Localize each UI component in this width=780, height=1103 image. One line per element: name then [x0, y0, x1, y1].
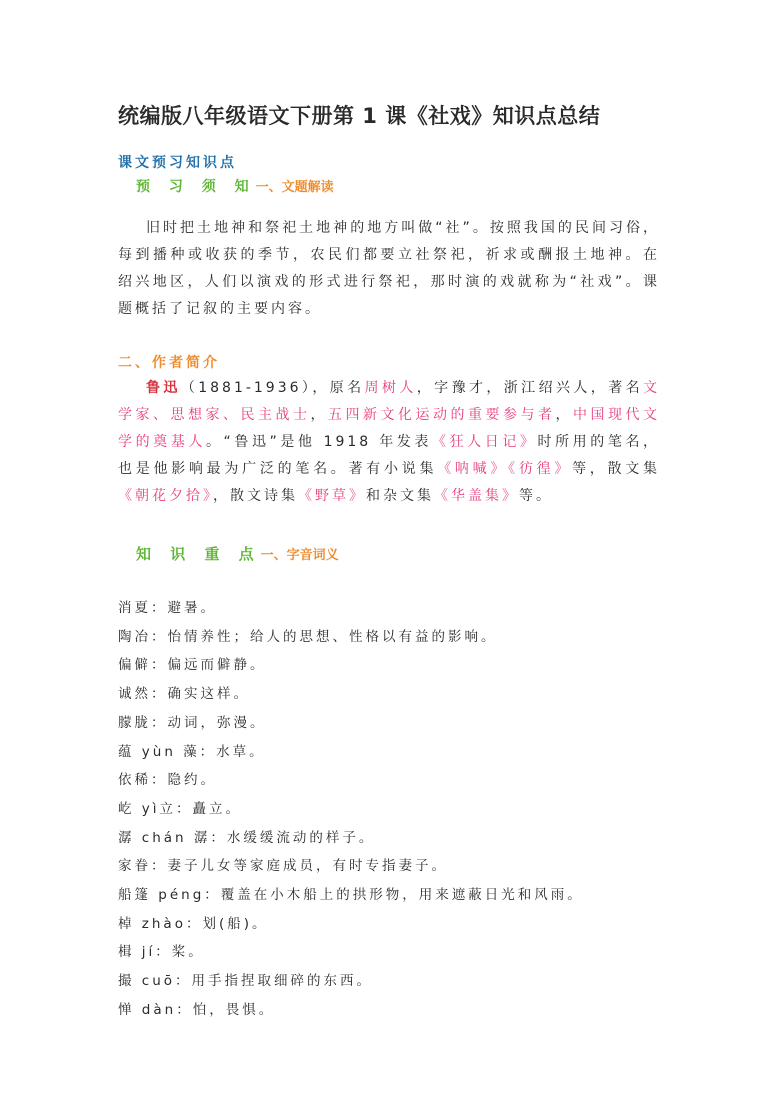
list-item: 撮 cuō：用手指捏取细碎的东西。 [118, 973, 374, 990]
list-item: 陶冶：怡情养性；给人的思想、性格以有益的影响。 [118, 628, 498, 645]
list-item: 诚然：确实这样。 [118, 686, 250, 703]
list-item: 依稀：隐约。 [118, 772, 217, 789]
list-item: 潺 chán 潺：水缓缓流动的样子。 [118, 829, 376, 846]
list-item: 家眷：妻子儿女等家庭成员，有时专指妻子。 [118, 858, 448, 875]
section-heading-preview [136, 176, 334, 196]
work-canopy-collection: 《华盖集》 [434, 488, 519, 504]
work-wild-grass: 《野草》 [298, 488, 366, 504]
document-title: 统编版八年级语文下册第 1 课《社戏》知识点总结 [118, 104, 601, 128]
key-points-label: 知 识 重 点 [136, 545, 261, 563]
work-wandering: 《彷徨》 [508, 461, 573, 477]
list-item: 蕴 yùn 藻：水草。 [118, 743, 266, 760]
section-heading-knowledge [136, 543, 339, 564]
list-item: 惮 dàn：怕，畏惧。 [118, 1001, 276, 1018]
list-item: 楫 jí：桨。 [118, 944, 205, 961]
list-item: 朦胧：动词，弥漫。 [118, 714, 267, 731]
preview-notice-label: 预 习 须 知 [136, 179, 256, 195]
author-paragraph: 鲁迅（1881-1936），原名周树人，字豫才，浙江绍兴人，著名文学家、思想家、民主战士，五四新文化运动的重要参与者，中国现代文学的奠基人。“鲁迅”是他 1918 年发表《狂人日记》时所用的笔名，也是他影响最为广泛的笔名。著有小说集《呐喊》《彷徨》等，散文集《朝花夕拾》，散文诗集《野草》和杂文集《华盖集》等。 [118, 380, 661, 504]
work-dawn-blossoms: 《朝花夕拾》 [118, 488, 213, 504]
author-original-name: 周树人 [364, 380, 417, 396]
list-item: 消夏：避暑。 [118, 600, 217, 616]
author-role-may4th: 五四新文化运动的重要参与者 [328, 407, 556, 423]
preview-heading: 课文预习知识点 [118, 155, 237, 171]
work-call-to-arms: 《呐喊》 [437, 461, 509, 477]
pronunciation-heading: 一、字音词义 [260, 548, 339, 563]
author-intro-heading: 二、作者简介 [118, 355, 220, 371]
list-item: 屹 yì立：矗立。 [118, 800, 243, 817]
title-interpretation-heading: 一、文题解读 [255, 180, 334, 195]
intro-paragraph: 旧时把土地神和祭祀土地神的地方叫做“社”。按照我国的民间习俗，每到播种或收获的季节，农民们都要立社祭祀，祈求或酬报土地神。在绍兴地区，人们以演戏的形式进行祭祀，那时演的戏就称为“社戏”。课题概括了记叙的主要内容。 [118, 220, 660, 317]
list-item: 棹 zhào：划(船)。 [118, 915, 269, 932]
work-diary-of-madman: 《狂人日记》 [432, 434, 538, 450]
vocab-list [118, 594, 584, 1025]
list-item: 偏僻：偏远而僻静。 [118, 657, 267, 674]
author-name: 鲁迅 [146, 380, 181, 396]
list-item: 船篷 péng：覆盖在小木船上的拱形物，用来遮蔽日光和风雨。 [118, 887, 584, 904]
author-role-founder: 中国现代文学的奠基人 [118, 407, 660, 450]
author-roles: 文学家、思想家、民主战士 [118, 380, 661, 423]
